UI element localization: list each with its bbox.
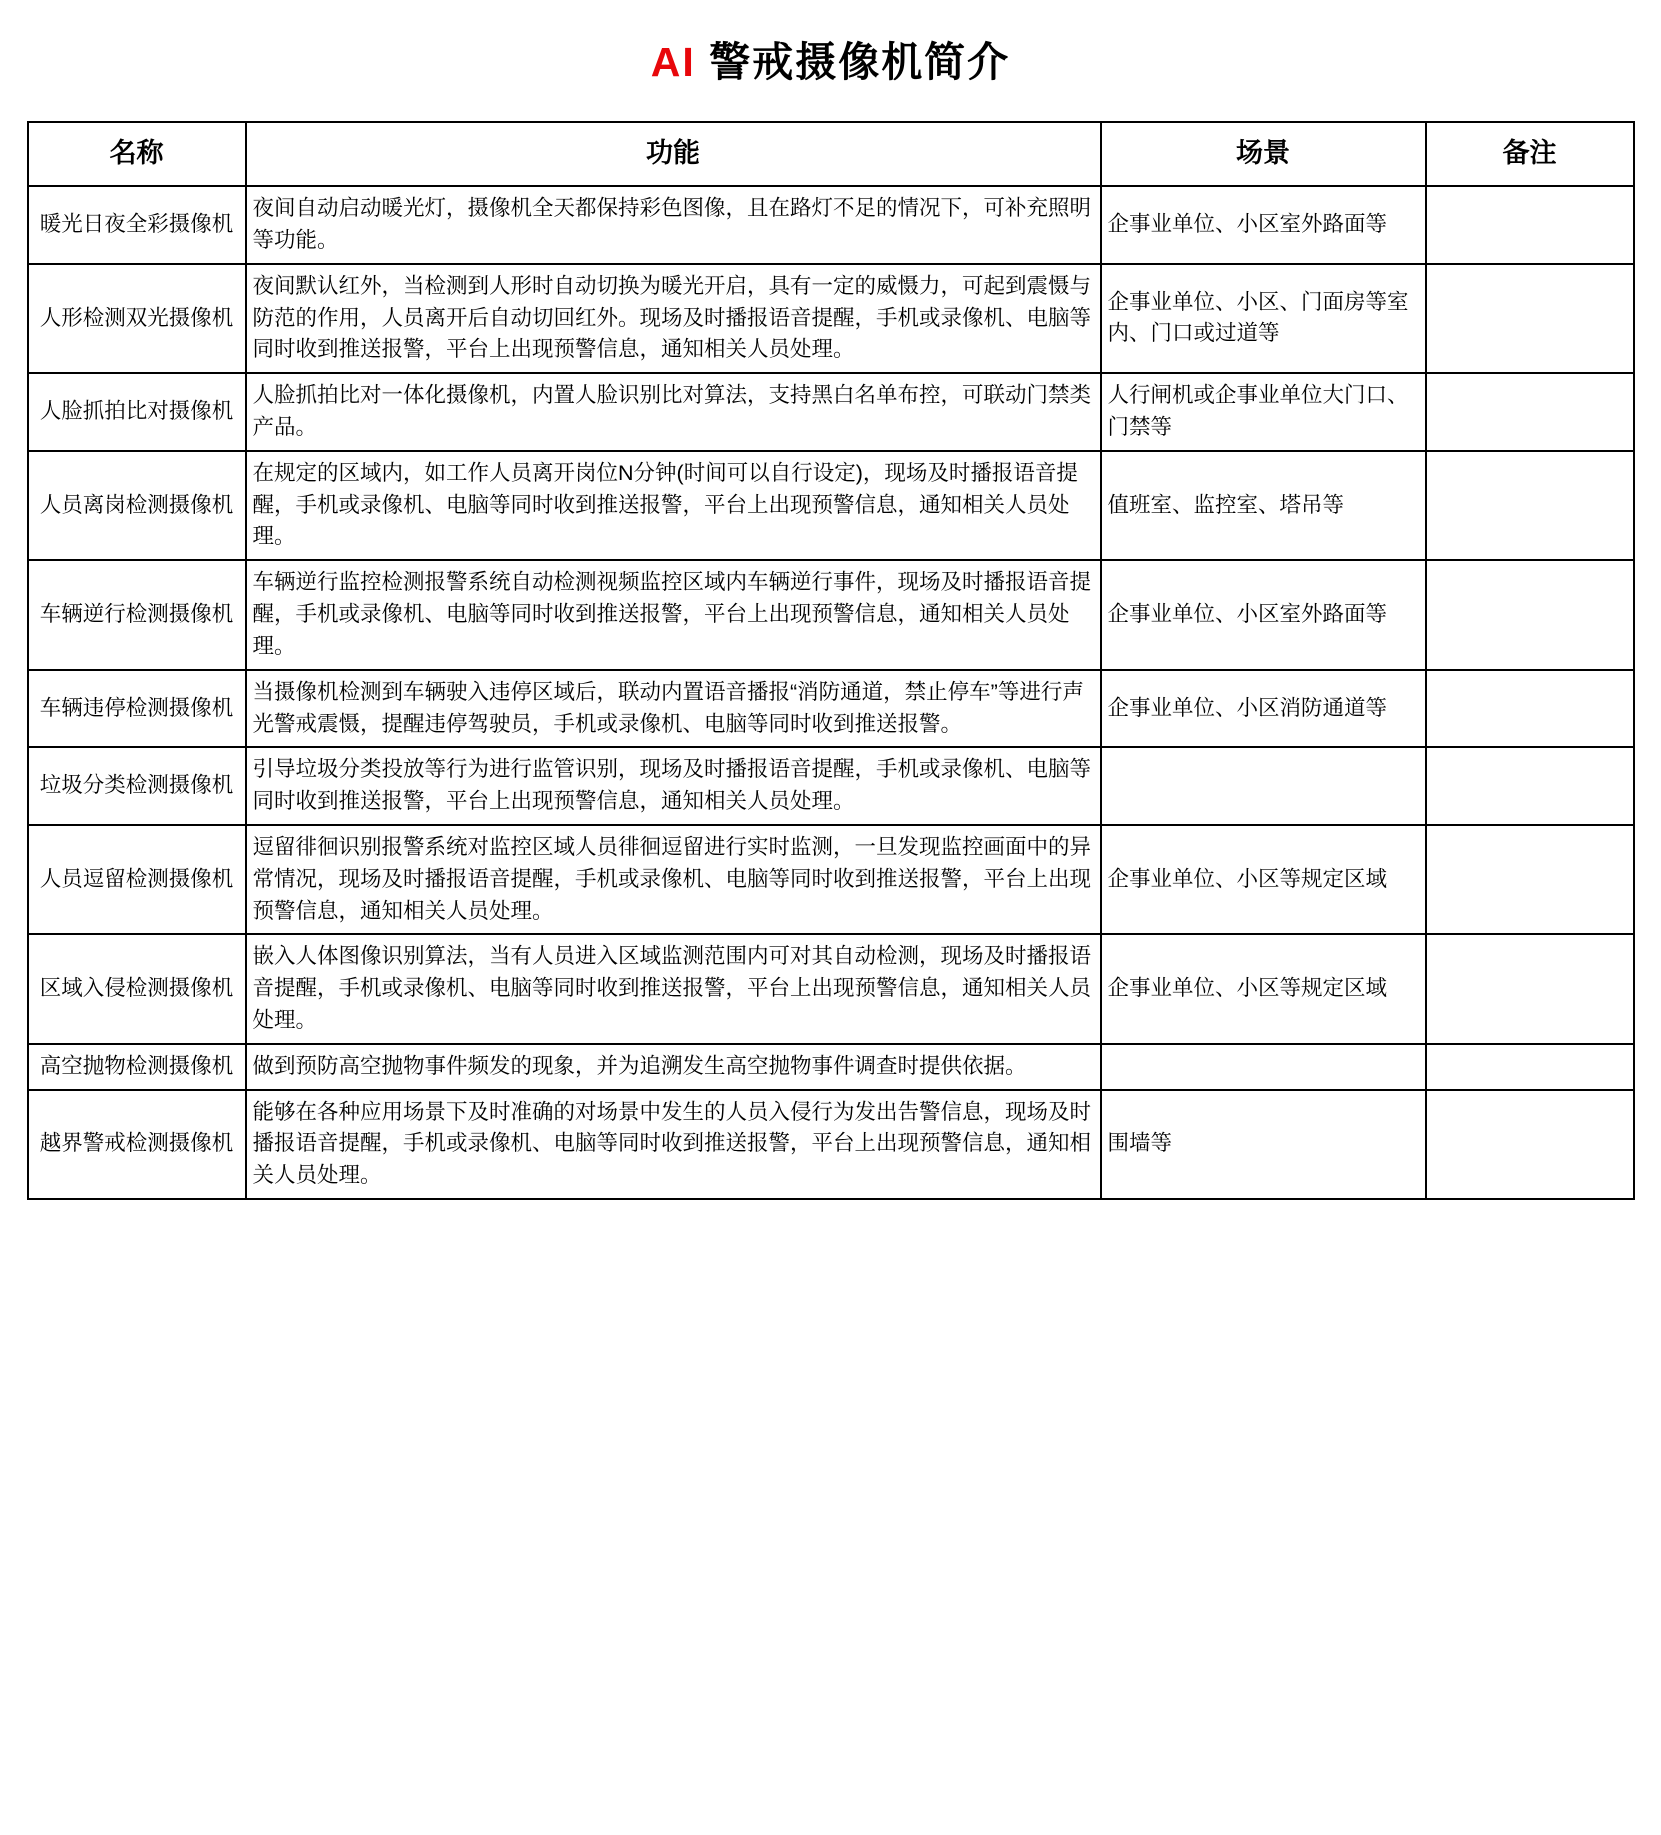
column-header-function: 功能: [246, 122, 1101, 186]
cell-scene: [1101, 1044, 1426, 1090]
page-title: [0, 38, 1661, 87]
column-header-name: 名称: [28, 122, 246, 186]
table-row: [28, 373, 1634, 451]
table-row: [28, 825, 1634, 934]
table-row: [28, 934, 1634, 1043]
cell-camera-name: 越界警戒检测摄像机: [28, 1090, 246, 1199]
document-page: [0, 38, 1661, 1200]
table-row: [28, 186, 1634, 264]
camera-feature-table: [27, 121, 1635, 1200]
column-header-remark: 备注: [1426, 122, 1634, 186]
cell-scene: 围墙等: [1101, 1090, 1426, 1199]
cell-camera-name: 车辆逆行检测摄像机: [28, 560, 246, 669]
cell-remark: [1426, 373, 1634, 451]
cell-scene: [1101, 747, 1426, 825]
cell-function: 夜间自动启动暖光灯，摄像机全天都保持彩色图像，且在路灯不足的情况下，可补充照明等功能。: [246, 186, 1101, 264]
cell-function: 人脸抓拍比对一体化摄像机，内置人脸识别比对算法，支持黑白名单布控，可联动门禁类产品。: [246, 373, 1101, 451]
cell-function: 做到预防高空抛物事件频发的现象，并为追溯发生高空抛物事件调查时提供依据。: [246, 1044, 1101, 1090]
cell-camera-name: 人形检测双光摄像机: [28, 264, 246, 373]
cell-camera-name: 区域入侵检测摄像机: [28, 934, 246, 1043]
table-row: [28, 264, 1634, 373]
cell-scene: 企事业单位、小区等规定区域: [1101, 934, 1426, 1043]
column-header-scene: 场景: [1101, 122, 1426, 186]
cell-camera-name: 垃圾分类检测摄像机: [28, 747, 246, 825]
cell-remark: [1426, 560, 1634, 669]
cell-remark: [1426, 934, 1634, 1043]
cell-function: 车辆逆行监控检测报警系统自动检测视频监控区域内车辆逆行事件，现场及时播报语音提醒，手机或录像机、电脑等同时收到推送报警，平台上出现预警信息，通知相关人员处理。: [246, 560, 1101, 669]
table-row: [28, 1090, 1634, 1199]
cell-remark: [1426, 451, 1634, 560]
cell-scene: 企事业单位、小区消防通道等: [1101, 670, 1426, 748]
cell-camera-name: 高空抛物检测摄像机: [28, 1044, 246, 1090]
cell-scene: 人行闸机或企事业单位大门口、门禁等: [1101, 373, 1426, 451]
cell-camera-name: 车辆违停检测摄像机: [28, 670, 246, 748]
cell-camera-name: 人脸抓拍比对摄像机: [28, 373, 246, 451]
cell-remark: [1426, 1090, 1634, 1199]
cell-scene: 企事业单位、小区室外路面等: [1101, 186, 1426, 264]
table-row: [28, 560, 1634, 669]
cell-remark: [1426, 825, 1634, 934]
cell-scene: 值班室、监控室、塔吊等: [1101, 451, 1426, 560]
cell-remark: [1426, 186, 1634, 264]
table-row: [28, 451, 1634, 560]
cell-function: 能够在各种应用场景下及时准确的对场景中发生的人员入侵行为发出告警信息，现场及时播报语音提醒，手机或录像机、电脑等同时收到推送报警，平台上出现预警信息，通知相关人员处理。: [246, 1090, 1101, 1199]
cell-camera-name: 人员离岗检测摄像机: [28, 451, 246, 560]
cell-remark: [1426, 747, 1634, 825]
cell-remark: [1426, 1044, 1634, 1090]
cell-function: 在规定的区域内，如工作人员离开岗位N分钟(时间可以自行设定)，现场及时播报语音提醒，手机或录像机、电脑等同时收到推送报警，平台上出现预警信息，通知相关人员处理。: [246, 451, 1101, 560]
cell-function: 逗留徘徊识别报警系统对监控区域人员徘徊逗留进行实时监测，一旦发现监控画面中的异常情况，现场及时播报语音提醒，手机或录像机、电脑等同时收到推送报警，平台上出现预警信息，通知相关人员处理。: [246, 825, 1101, 934]
table-header-row: [28, 122, 1634, 186]
cell-camera-name: 人员逗留检测摄像机: [28, 825, 246, 934]
cell-scene: 企事业单位、小区等规定区域: [1101, 825, 1426, 934]
cell-remark: [1426, 670, 1634, 748]
cell-camera-name: 暖光日夜全彩摄像机: [28, 186, 246, 264]
cell-scene: 企事业单位、小区室外路面等: [1101, 560, 1426, 669]
cell-function: 夜间默认红外，当检测到人形时自动切换为暖光开启，具有一定的威慑力，可起到震慑与防范的作用，人员离开后自动切回红外。现场及时播报语音提醒，手机或录像机、电脑等同时收到推送报警，平台上出现预警信息，通知相关人员处理。: [246, 264, 1101, 373]
cell-function: 引导垃圾分类投放等行为进行监管识别，现场及时播报语音提醒，手机或录像机、电脑等同时收到推送报警，平台上出现预警信息，通知相关人员处理。: [246, 747, 1101, 825]
table-row: [28, 670, 1634, 748]
table-row: [28, 747, 1634, 825]
title-ai-prefix: AI: [650, 39, 696, 85]
cell-remark: [1426, 264, 1634, 373]
cell-scene: 企事业单位、小区、门面房等室内、门口或过道等: [1101, 264, 1426, 373]
cell-function: 当摄像机检测到车辆驶入违停区域后，联动内置语音播报“消防通道，禁止停车”等进行声光警戒震慑，提醒违停驾驶员，手机或录像机、电脑等同时收到推送报警。: [246, 670, 1101, 748]
cell-function: 嵌入人体图像识别算法，当有人员进入区域监测范围内可对其自动检测，现场及时播报语音提醒，手机或录像机、电脑等同时收到推送报警，平台上出现预警信息，通知相关人员处理。: [246, 934, 1101, 1043]
table-row: [28, 1044, 1634, 1090]
title-main-text: 警戒摄像机简介: [695, 39, 1011, 85]
